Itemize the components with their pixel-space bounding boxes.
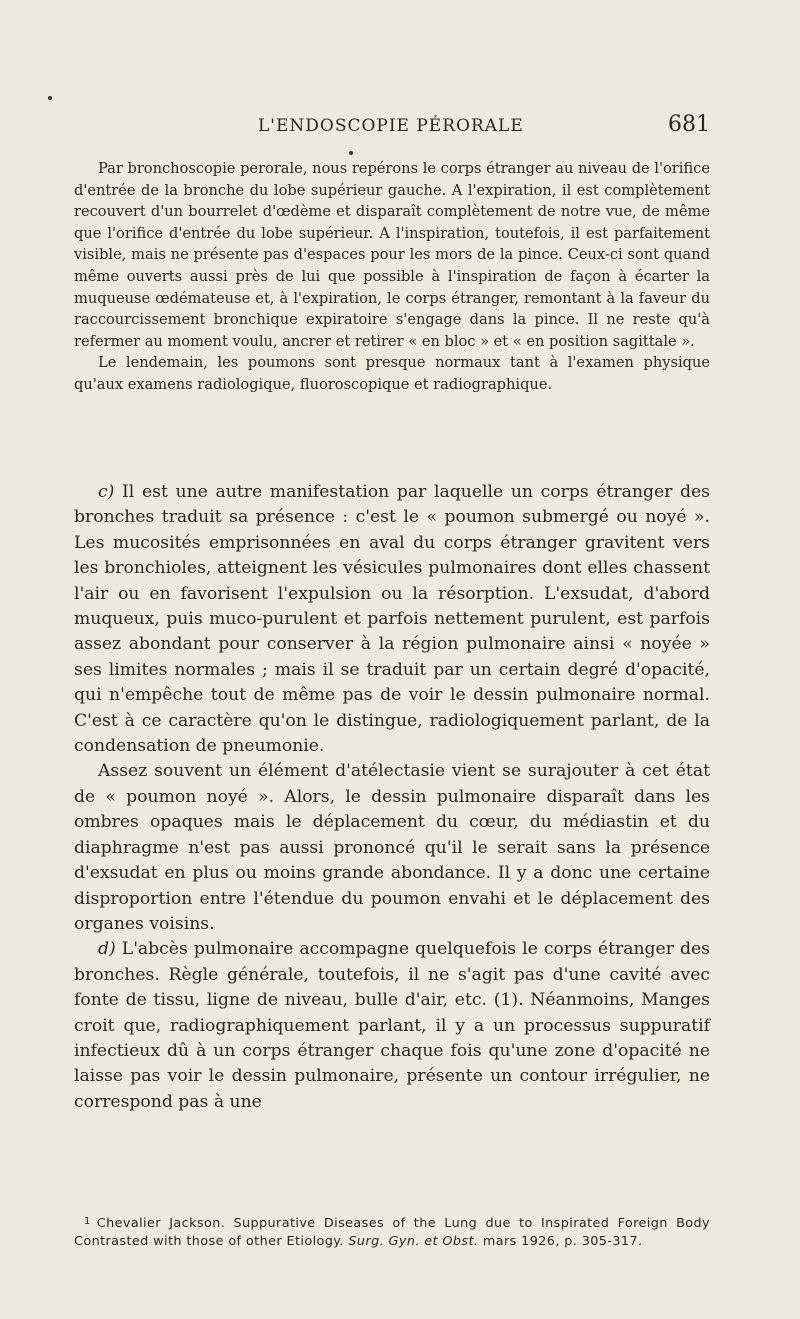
paragraph-text: Il est une autre manifestation par laquelle un corps étranger des bronches traduit sa présence : c'est le « poumon submergé ou noyé ». Les mucosités emprisonnées en aval du corps étranger gravitent vers les bronchioles, atteignent les vésicules pulmonaires dont elles chassent l'air ou en favorisent l'expulsion ou la résorption. L'exsudat, d'abord muqueux, puis muco-purulent et parfois nettement purulent, est parfois assez abondant pour conserver à la région pulmonaire ainsi « noyée » ses limites normales ; mais il se traduit par un certain degré d'opacité, qui n'empêche tout de même pas de voir le dessin pulmonaire normal. C'est à ce caractère qu'on le distingue, radiologiquement parlant, de la condensation de pneumonie. [74,482,710,757]
running-title: L'ENDOSCOPIE PÉRORALE [258,116,524,136]
page-number: 681 [668,112,710,137]
footnote-citation: Chevalier Jackson. Suppurative Diseases of the Lung due to Inspirated Foreign Body Contrasted with those of other Etiology. [74,1216,710,1249]
ink-speck [48,96,52,100]
main-text-section [74,480,710,1115]
list-marker: d) [98,939,116,960]
paragraph-text: L'abcès pulmonaire accompagne quelquefois le corps étranger des bronches. Règle générale, toutefois, il ne s'agit pas d'une cavité avec fonte de tissu, ligne de niveau, bulle d'air, etc. (1). Néanmoins, Manges croit que, radiographiquement parlant, il y a un processus suppuratif infectieux dû à un corps étranger chaque fois qu'une zone d'opacité ne laisse pas voir le dessin pulmonaire, présente un contour irrégulier, ne correspond pas à une [74,939,710,1112]
paragraph [74,937,710,1115]
list-marker: c) [98,482,115,502]
case-report-section [74,158,710,396]
ink-speck [349,151,353,155]
paragraph [74,480,710,759]
footnote-date: mars 1926, p. 305-317. [482,1233,643,1249]
footnote [74,1213,710,1251]
paragraph: Par bronchoscopie perorale, nous repérons le corps étranger au niveau de l'orifice d'entrée de la bronche du lobe supérieur gauche. A l'expiration, il est complètement recouvert d'un bourrelet d'œdème et disparaît complètement de notre vue, de même que l'orifice d'entrée du lobe supérieur. A l'inspiration, toutefois, il est parfaitement visible, mais ne présente pas d'espaces pour les mors de la pince. Ceux-ci sont quand même ouverts aussi près de lui que possible à l'inspiration de façon à écarter la muqueuse œdémateuse et, à l'expiration, le corps étranger, remontant à la faveur du raccourcissement bronchique expiratoire s'engage dans la pince. Il ne reste qu'à refermer au moment voulu, ancrer et retirer « en bloc » et « en position sagittale ». [74,160,710,350]
paragraph: Le lendemain, les poumons sont presque normaux tant à l'examen physique qu'aux examens radiologique, fluoroscopique et radiographique. [74,354,710,393]
page-header [74,112,710,142]
footnote-journal: Surg. Gyn. et Obst. [348,1233,479,1249]
footnote-marker: 1 [84,1216,91,1227]
footnote-text [74,1213,710,1251]
paragraph: Assez souvent un élément d'atélectasie vient se surajouter à cet état de « poumon noyé ». Alors, le dessin pulmonaire disparaît dans les ombres opaques mais le déplacement du cœur, du médiastin et du diaphragme n'est pas aussi prononcé qu'il le serait sans la présence d'exsudat en plus ou moins grande abondance. Il y a donc une certaine disproportion entre l'étendue du poumon envahi et le déplacement des organes voisins. [74,761,710,934]
